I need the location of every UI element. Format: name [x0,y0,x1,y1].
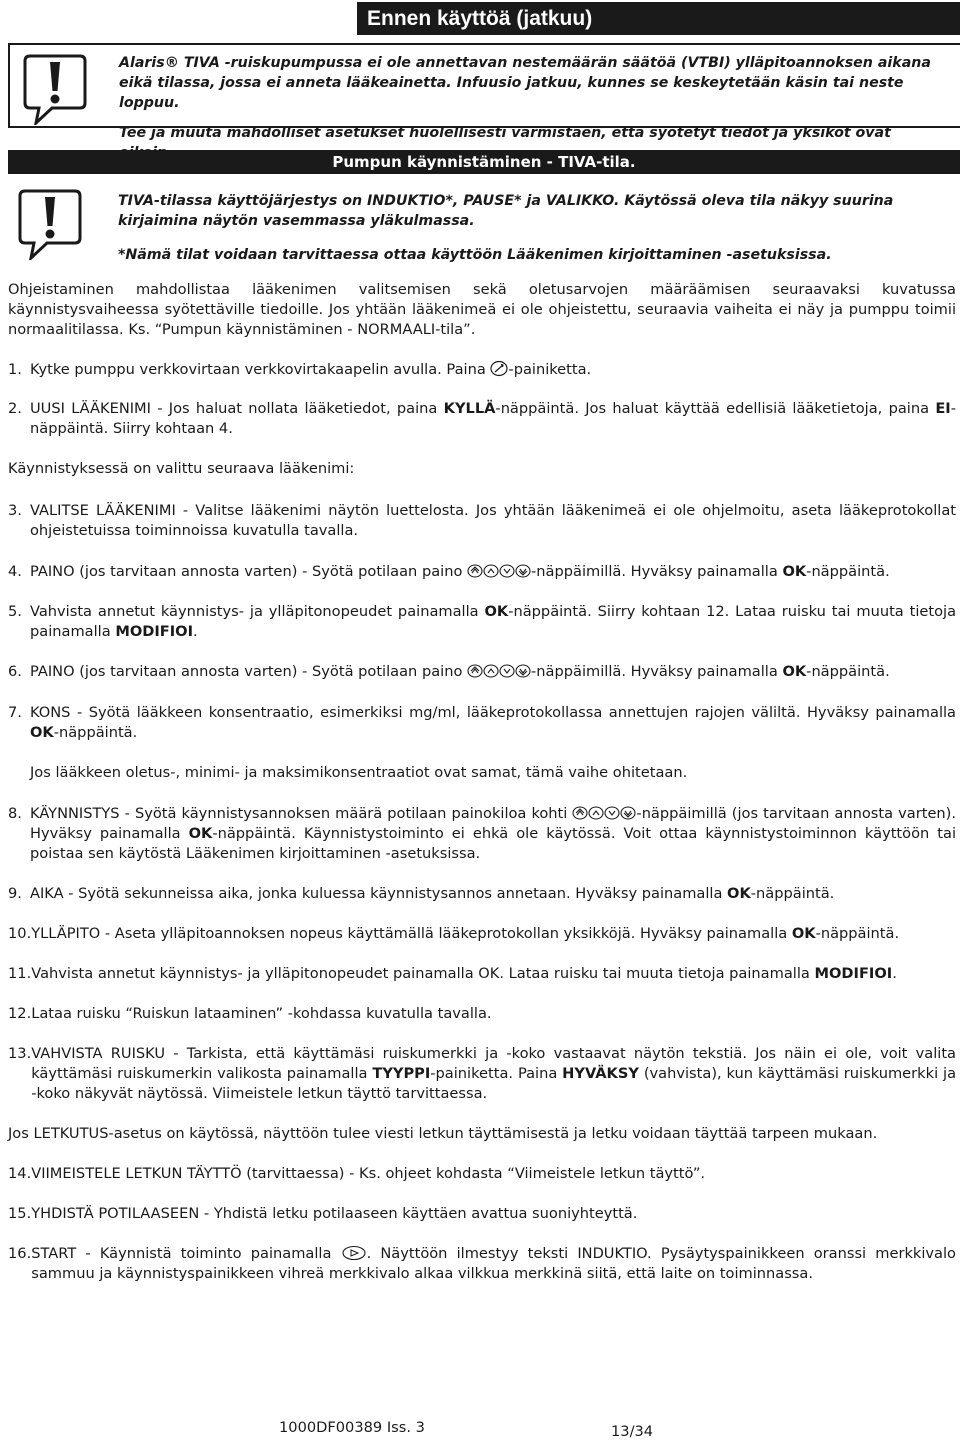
list-item: 7. KONS - Syötä lääkkeen konsentraatio, esimerkiksi mg/ml, lääkeprotokollassa annettujen rajojen väliltä. Hyväksy painamalla OK-näppäintä. [8,704,956,741]
step-number: 13. [8,1045,32,1062]
warning-text: *Nämä tilat voidaan tarvittaessa ottaa käyttöön Lääkenimen kirjoittaminen -asetuksissa. [118,247,832,263]
warning-icon [17,188,83,260]
arrow-keys-icon [467,563,531,579]
warning-box [8,43,960,141]
list-item: 8. KÄYNNISTYS - Syötä käynnistysannoksen määrä potilaan painokiloa kohti -näppäimillä (jos tarvitaan annosta varten). Hyväksy painamalla OK-näppäintä. Käynnistystoiminto ei ehkä ole käytössä. Voit ottaa käynnistystoiminnon käyttöön tai poistaa sen käytöstä Lääkenimen kirjoittaminen -asetuksissa. [8,805,957,862]
step-number: 3. [8,502,22,519]
step-number: 15. [8,1205,32,1222]
step-number: 6. [8,663,22,680]
note: Käynnistyksessä on valittu seuraava lääkenimi: [8,460,355,477]
arrow-keys-icon [467,663,531,679]
list-item: 12. Lataa ruisku “Ruiskun lataaminen” -kohdassa kuvatulla tavalla. [8,1005,492,1022]
list-item: 4. PAINO (jos tarvitaan annosta varten) - Syötä potilaan paino -näppäimillä. Hyväksy painamalla OK-näppäintä. [8,563,890,580]
step-number: 4. [8,563,22,580]
list-item: 6. PAINO (jos tarvitaan annosta varten) - Syötä potilaan paino -näppäimillä. Hyväksy painamalla OK-näppäintä. [8,663,890,680]
list-item: 1. Kytke pumppu verkkovirtaan verkkovirtakaapelin avulla. Paina -painiketta. [8,361,592,378]
step-number: 8. [8,805,22,822]
intro-paragraph: Ohjeistaminen mahdollistaa lääkenimen valitsemisen sekä oletusarvojen määräämisen seuraavaksi kuvatussa käynnistysvaiheessa syötettäville tiedoille. Jos yhtään lääkenimeä ei ole ohjeistettu, seuraavia vaiheita ei näy ja pumppu toimii normaalitilassa. Ks. “Pumpun käynnistäminen - NORMAALI-tila”. [8,281,956,338]
arrow-keys-icon [572,805,636,821]
list-item: 11. Vahvista annetut käynnistys- ja ylläpitonopeudet painamalla OK. Lataa ruisku tai muuta tietoja painamalla MODIFIOI. [8,965,897,982]
list-item: 13. VAHVISTA RUISKU - Tarkista, että käyttämäsi ruiskumerkki ja -koko vastaavat näytön tekstiä. Jos näin ei ole, voit valita käyttämäsi ruiskumerkin valikosta painamalla TYYPPI-painiketta. Paina HYVÄKSY (vahvista), kun käyttämäsi ruiskumerkki ja -koko näkyvät näytössä. Viimeistele letkun täyttö tarvittaessa. [8,1045,957,1102]
warning-text: TIVA-tilassa käyttöjärjestys on INDUKTIO*, PAUSE* ja VALIKKO. Käytössä oleva tila näkyy suurina kirjaimina näytön vasemmassa yläkulmassa. [118,193,894,229]
document-code: 1000DF00389 Iss. 3 [279,1419,425,1436]
note: Jos LETKUTUS-asetus on käytössä, näyttöön tulee viesti letkun täyttämisestä ja letku voidaan täyttää tarpeen mukaan. [8,1125,878,1142]
step-number: 16. [8,1245,32,1262]
list-item: 16. START - Käynnistä toiminto painamalla . Näyttöön ilmestyy teksti INDUKTIO. Pysäytyspainikkeen oranssi merkkivalo sammuu ja käynnistyspainikkeen vihreä merkkivalo alkaa vilkkua merkkinä siitä, että laite on toiminnassa. [8,1245,956,1282]
page-number: 13/34 [611,1423,654,1440]
warning-text: Tee ja muuta mahdolliset asetukset huolellisesti varmistaen, että syötetyt tiedot ja yksiköt ovat [119,125,891,141]
list-item: 10. YLLÄPITO - Aseta ylläpitoannoksen nopeus käyttämällä lääkeprotokollan yksikköjä. Hyväksy painamalla OK-näppäintä. [8,925,900,942]
list-item: 14. VIIMEISTELE LETKUN TÄYTTÖ (tarvittaessa) - Ks. ohjeet kohdasta “Viimeistele letkun täyttö”. [8,1165,706,1182]
start-button-icon [341,1245,367,1261]
warning-text: Alaris® TIVA -ruiskupumpussa ei ole annettavan nestemäärän säätöä (VTBI) ylläpitoannoksen aikana eikä tilassa, jossa ei anneta lääkeainetta. Infuusio jatkuu, kunnes se keskeytetään käsin tai neste loppuu. [119,55,931,111]
power-icon [490,360,508,377]
step-number: 10. [8,925,32,942]
section-title: Pumpun käynnistäminen - TIVA-tila. [8,150,960,174]
warning-icon [22,53,88,125]
step-number: 5. [8,603,22,620]
step-number: 11. [8,965,32,982]
step-number: 12. [8,1005,32,1022]
list-item: 3. VALITSE LÄÄKENIMI - Valitse lääkenimi näytön luettelosta. Jos yhtään lääkenimeä ei ole ohjelmoitu, aseta lääkeprotokollat ohjeistetuissa toiminnoissa kuvatulla tavalla. [8,502,956,539]
step-number: 7. [8,704,22,721]
list-item: 15. YHDISTÄ POTILAASEEN - Yhdistä letku potilaaseen käyttäen avattua suoniyhteyttä. [8,1205,638,1222]
list-item: 9. AIKA - Syötä sekunneissa aika, jonka kuluessa käynnistysannos annetaan. Hyväksy painamalla OK-näppäintä. [8,885,835,902]
page-title: Ennen käyttöä (jatkuu) [357,2,960,35]
step-number: 9. [8,885,22,902]
list-item: 5. Vahvista annetut käynnistys- ja ylläpitonopeudet painamalla OK-näppäintä. Siirry kohtaan 12. Lataa ruisku tai muuta tietoja painamalla MODIFIOI. [8,603,957,640]
step-number: 14. [8,1165,32,1182]
step-number: 2. [8,400,22,417]
list-item: 2. UUSI LÄÄKENIMI - Jos haluat nollata lääketiedot, paina KYLLÄ-näppäintä. Jos haluat käyttää edellisiä lääketietoja, paina EI-näppäintä. Siirry kohtaan 4. [8,400,956,437]
step-number: 1. [8,361,22,378]
note: Jos lääkkeen oletus-, minimi- ja maksimikonsentraatiot ovat samat, tämä vaihe ohitetaan. [30,764,688,781]
